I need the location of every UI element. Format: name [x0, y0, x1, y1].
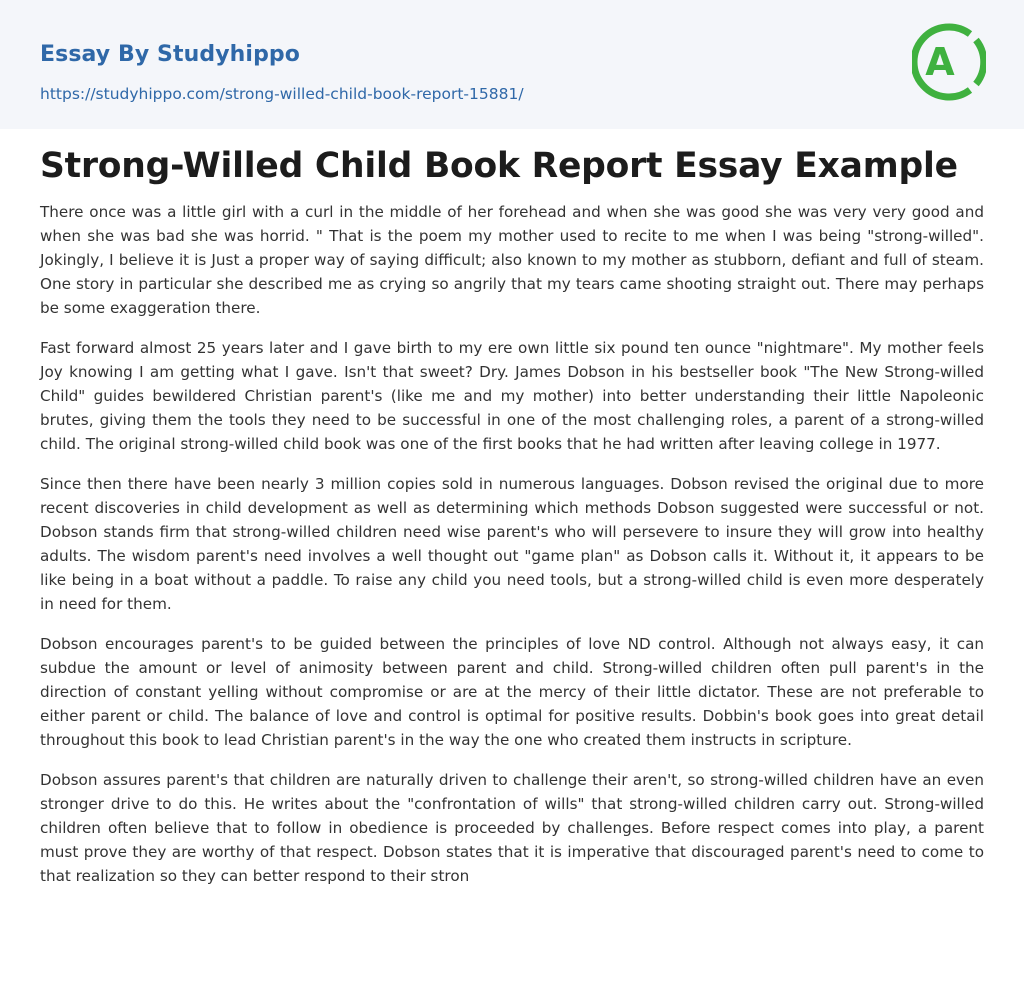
article-paragraph-4: Dobson encourages parent's to be guided between the principles of love ND control. Although not always easy, it can subdue the amount or level of animosity between parent and child. Strong-willed children often pull parent's in the direction of constant yelling without compromise or are at the mercy of their little dictator. These are not preferable to either parent or child. The balance of love and control is optimal for positive results. Dobbin's book goes into great detail throughout this book to lead Christian parent's in the way the one who created them instructs in scripture.: [40, 635, 984, 749]
article-body: [40, 200, 984, 904]
site-header: [0, 0, 1024, 129]
article-paragraph-3: Since then there have been nearly 3 million copies sold in numerous languages. Dobson revised the original due to more recent discoveries in child development as well as determining which methods Dobson suggested were successful or not. Dobson stands firm that strong-willed children need wise parent's who will persevere to insure they will grow into healthy adults. The wisdom parent's need involves a well thought out "game plan" as Dobson calls it. Without it, it appears to be like being in a boat without a paddle. To raise any child you need tools, but a strong-willed child is even more desperately in need for them.: [40, 475, 984, 613]
site-brand[interactable]: Essay By Studyhippo: [40, 42, 300, 67]
article-paragraph-2: Fast forward almost 25 years later and I gave birth to my ere own little six pound ten ounce "nightmare". My mother feels Joy knowing I am getting what I gave. Isn't that sweet? Dry. James Dobson in his bestseller book "The New Strong-willed Child" guides bewildered Christian parent's (like me and my mother) into better understanding their little Napoleonic brutes, giving them the tools they need to be successful in one of the most challenging roles, a parent of a strong-willed child. The original strong-willed child book was one of the first books that he had written after leaving college in 1977.: [40, 339, 984, 453]
article-paragraph-5: Dobson assures parent's that children are naturally driven to challenge their aren't, so strong-willed children have an even stronger drive to do this. He writes about the "confrontation of wills" that strong-willed children carry out. Strong-willed children often believe that to follow in obedience is proceeded by challenges. Before respect comes into play, a parent must prove they are worthy of that respect. Dobson states that it is imperative that discouraged parent's need to come to that realization so they can better respond to their stron: [40, 771, 984, 885]
article-paragraph-1: There once was a little girl with a curl in the middle of her forehead and when she was good she was very very good and when she was bad she was horrid. " That is the poem my mother used to recite to me when I was being "strong-willed". Jokingly, I believe it is Just a proper way of saying difficult; also known to my mother as stubborn, defiant and full of steam. One story in particular she described me as crying so angrily that my tears came shooting straight out. There may perhaps be some exaggeration there.: [40, 203, 984, 317]
studyhippo-logo-icon[interactable]: [912, 20, 986, 104]
article-title: Strong-Willed Child Book Report Essay Example: [40, 146, 958, 186]
page-url-link[interactable]: https://studyhippo.com/strong-willed-child-book-report-15881/: [40, 85, 524, 103]
logo-letter: A: [925, 40, 955, 84]
